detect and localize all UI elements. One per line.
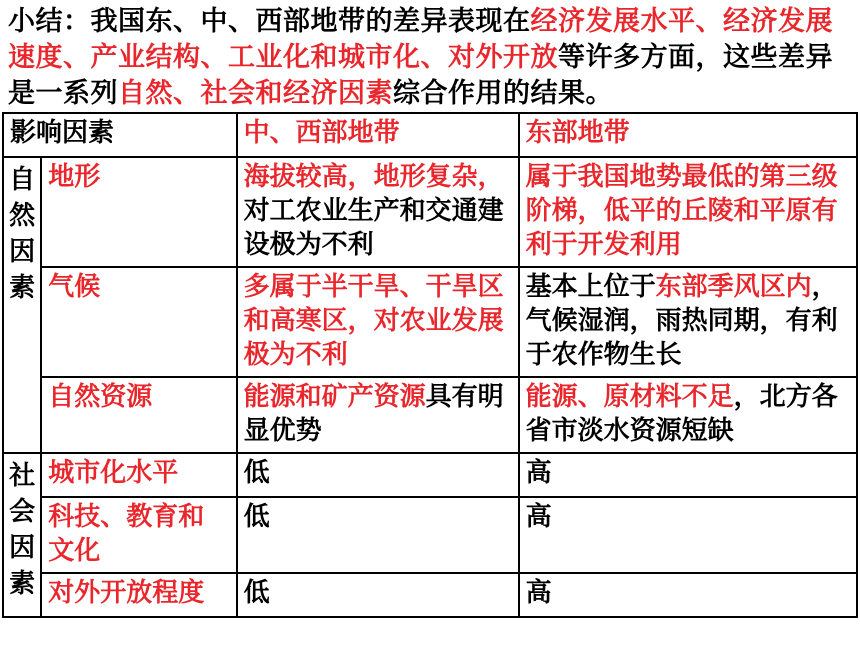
table-row-climate	[3, 267, 857, 377]
table-row-resources	[3, 377, 857, 453]
header-east: 东部地带	[519, 113, 857, 157]
climate-east	[519, 267, 857, 377]
factor-terrain: 地形	[41, 157, 236, 267]
group-social: 社会因素	[3, 453, 41, 617]
table-row-openness	[3, 573, 857, 617]
terrain-mid-west-text: 对工农业生产和交通建设极为不利	[243, 196, 504, 260]
urbanization-mid-west: 低	[237, 453, 519, 497]
terrain-mid-west	[237, 157, 519, 267]
summary-highlight-1: 经济发展水平、经济发展速度、产业结构、工业化和城市化、对外开放	[8, 6, 833, 73]
factor-climate: 气候	[41, 267, 236, 377]
technology-mid-west: 低	[237, 497, 519, 573]
factors-table	[2, 112, 858, 618]
terrain-east: 属于我国地势最低的第三级阶梯，低平的丘陵和平原有利于开发利用	[519, 157, 857, 267]
resources-east	[519, 377, 857, 453]
summary-text-1: 小结：我国东、中、西部地带的差异表现在	[8, 6, 531, 37]
climate-east-text-1: 基本上位于	[525, 272, 656, 302]
factor-urbanization: 城市化水平	[41, 453, 236, 497]
resources-east-highlight: 能源、原材料不足	[525, 382, 734, 412]
table-row-terrain	[3, 157, 857, 267]
resources-mid-west-highlight: 能源和矿产资源	[243, 382, 426, 412]
climate-east-text-2: ，气候湿润，雨热同期，有利于农作物生长	[525, 272, 838, 370]
resources-mid-west	[237, 377, 519, 453]
table-header-row	[3, 113, 857, 157]
climate-east-highlight: 东部季风区内	[655, 272, 812, 302]
table-row-technology	[3, 497, 857, 573]
openness-mid-west: 低	[237, 573, 519, 617]
header-factor: 影响因素	[3, 113, 237, 157]
factor-resources: 自然资源	[41, 377, 236, 453]
summary-text-3: 综合作用的结果。	[393, 78, 613, 109]
summary-highlight-2: 自然、社会和经济因素	[118, 78, 393, 109]
summary-paragraph	[8, 4, 858, 112]
factor-openness: 对外开放程度	[41, 573, 236, 617]
climate-mid-west: 多属于半干旱、干旱区和高寒区，对农业发展极为不利	[237, 267, 519, 377]
technology-east: 高	[519, 497, 857, 573]
header-mid-west: 中、西部地带	[237, 113, 519, 157]
factor-technology: 科技、教育和文化	[41, 497, 236, 573]
table-row-urbanization	[3, 453, 857, 497]
summary-text-2: 等许多方面，这些差异是一系列	[8, 42, 833, 109]
urbanization-east: 高	[519, 453, 857, 497]
group-natural: 自然因素	[3, 157, 41, 453]
resources-mid-west-text: 具有明显优势	[243, 382, 504, 446]
openness-east: 高	[519, 573, 857, 617]
terrain-mid-west-highlight: 海拔较高，地形复杂，	[243, 162, 504, 192]
resources-east-text: ，北方各省市淡水资源短缺	[525, 382, 838, 446]
